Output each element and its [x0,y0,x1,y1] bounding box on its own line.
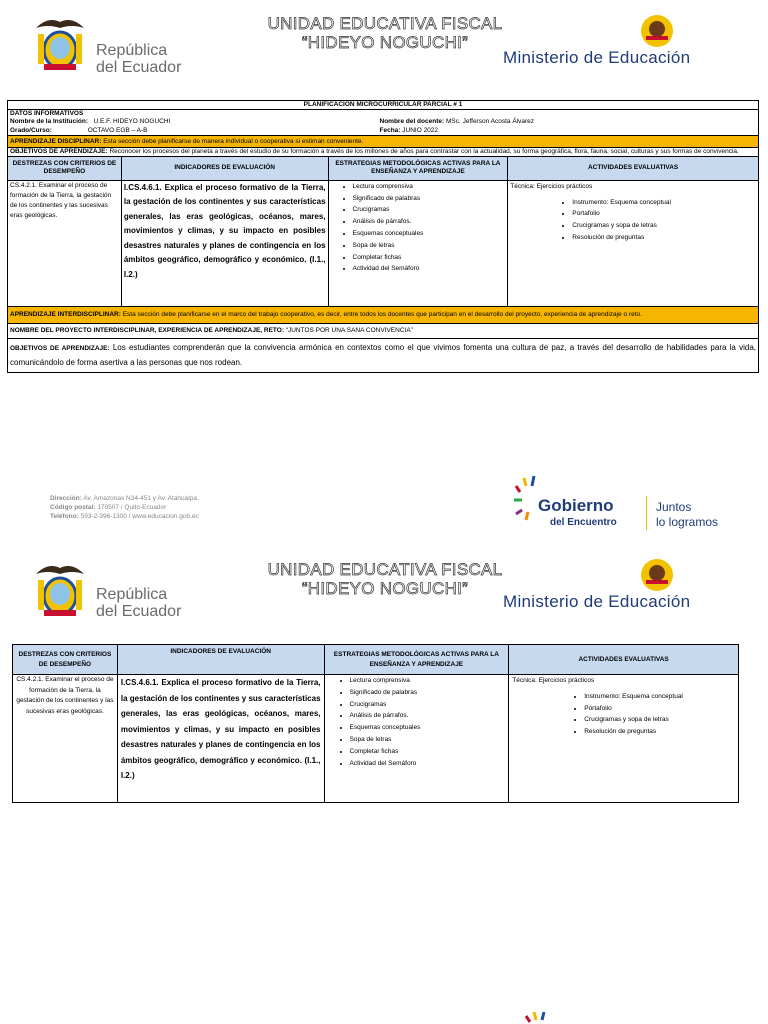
estrategia-item: • Completar fichas [350,746,506,758]
estrategia-item: • Lectura comprensiva [350,675,506,687]
estrategia-item: • Crucigramas [353,204,506,216]
ministry-badge-icon [640,14,674,48]
ministry-badge-icon [640,558,674,592]
actividades-cell: Técnica: Ejercicios prácticos • Instrumento: Esquema conceptual • Portafolio • Crucigramas y sopa de letras • Resolución de preguntas [508,180,759,306]
planning-table-2 [12,644,739,803]
school-name: UNIDAD EDUCATIVA FISCAL “HIDEYO NOGUCHI” [267,560,503,598]
col-estrategias: ESTRATEGIAS METODOLÓGICAS ACTIVAS PARA LA ENSEÑANZA Y APRENDIZAJE [328,156,508,180]
estrategia-item: • Lectura comprensiva [353,181,506,193]
page-header [0,12,768,92]
aprendizaje-interdisciplinar: APRENDIZAJE INTERDISCIPLINAR: Esta sección debe planificarse en el marco del trabajo cooperativo, es decir, entre todos los docentes que participan en el desarrollo del proyecto, experiencia de aprendizaje o reto. [8,306,759,323]
estrategia-item: • Sopa de letras [353,240,506,252]
actividad-item: • Crucigramas y sopa de letras [584,714,735,726]
estrategia-item: • Esquemas conceptuales [353,228,506,240]
col-actividades: ACTIVIDADES EVALUATIVAS [508,156,759,180]
contact-info: Dirección: Av. Amazonas N34-451 y Av. Atahualpa. Código postal: 170507 / Quito-Ecuador Teléfono: 593-2-396-1300 / www.educacion.gob.ec [50,495,199,520]
estrategia-item: • Crucigramas [350,699,506,711]
col-actividades: ACTIVIDADES EVALUATIVAS [509,645,739,675]
estrategia-item: • Significado de palabras [353,193,506,205]
actividad-item: • Resolución de preguntas [584,726,735,738]
actividad-item: • Crucigramas y sopa de letras [572,220,756,232]
estrategia-item: • Completar fichas [353,252,506,264]
destreza-cell: CS.4.2.1. Examinar el proceso de formación de la Tierra, la gestación de los continentes y las sucesivas eras geológicas. [8,180,122,306]
ecuador-coat-of-arms-icon [32,560,88,620]
estrategia-item: • Actividad del Semáforo [353,263,506,275]
indicador-cell: I.CS.4.6.1. Explica el proceso formativo de la Tierra, la gestación de los continentes y sus características generales, las eras geológicas, océanos, mares, movimientos y climas, y su impacto en posibles desastres naturales y planes de contingencia en los ámbitos geográfico, demográfico y económico. (I.1., I.2.) [117,675,324,803]
col-estrategias: ESTRATEGIAS METODOLÓGICAS ACTIVAS PARA LA ENSEÑANZA Y APRENDIZAJE [324,645,509,675]
page-header-2 [0,556,768,636]
aprendizaje-disciplinar: APRENDIZAJE DISCIPLINAR: Esta sección debe planificarse de manera individual o cooperativa si estiman conveniente. [8,135,759,147]
estrategia-item: • Significado de palabras [350,687,506,699]
estrategia-item: • Sopa de letras [350,734,506,746]
actividad-item: • Resolución de preguntas [572,232,756,244]
proyecto-nombre: NOMBRE DEL PROYECTO INTERDISCIPLINAR, EXPERIENCIA DE APRENDIZAJE, RETO: “JUNTOS POR UNA SANA CONVIVENCIA” [8,323,759,338]
actividad-item: • Instrumento: Esquema conceptual [572,197,756,209]
plan-title: PLANIFICACIÓN MICROCURRICULAR PARCIAL # 1 [8,101,759,110]
school-name: UNIDAD EDUCATIVA FISCAL “HIDEYO NOGUCHI” [267,14,503,52]
ecuador-coat-of-arms-icon [32,14,88,74]
estrategia-item: • Análisis de párrafos. [350,710,506,722]
ministry-name: Ministerio de Educación [503,592,691,611]
col-destrezas: DESTREZAS CON CRITERIOS DE DESEMPEÑO [13,645,118,675]
objetivos-aprendizaje-2: OBJETIVOS DE APRENDIZAJE: Los estudiantes comprenderán que la convivencia armónica en contextos como el que vivimos fomenta una cultura de paz, a través del desarrollo de habilidades para la vida, comunicándolo de forma asertiva a las personas que nos rodean. [8,338,759,372]
republica-logo-text: República del Ecuador [96,42,182,76]
estrategia-item: • Esquemas conceptuales [350,722,506,734]
sun-rays-icon [522,1012,548,1024]
estrategias-cell [324,675,509,803]
destreza-cell: CS.4.2.1. Examinar el proceso de formación de la Tierra, la gestación de los continentes y las sucesivas eras geológicas. [13,675,118,803]
actividad-item: • Portafolio [572,208,756,220]
estrategia-item: • Actividad del Semáforo [350,758,506,770]
gobierno-logo: Gobierno del Encuentro Juntos lo logramos [512,474,752,534]
actividad-item: • Instrumento: Esquema conceptual [584,691,735,703]
planning-table [7,100,759,373]
republica-logo-text: República del Ecuador [96,586,182,620]
col-destrezas: DESTREZAS CON CRITERIOS DE DESEMPEÑO [8,156,122,180]
objetivos-aprendizaje: OBJETIVOS DE APRENDIZAJE: Reconocer los procesos del planeta a través del estudio de su formación a través de los millones de años para contrastar con la actualidad, su forma geográfica, flora, fauna, social, culturas y sus formas de convivencia. [8,147,759,156]
ministry-name: Ministerio de Educación [503,48,691,67]
estrategias-cell [328,180,508,306]
datos-informativos: DATOS INFORMATIVOS Nombre de la Institución: U.E.F. HIDEYO NOGUCHI Nombre del docente: MSc. Jefferson Acosta Álvarez Grado/Curso: OCTAVO EGB – A-B Fecha: JUNIO 2022 [8,110,759,136]
actividades-cell: Técnica: Ejercicios prácticos • Instrumento: Esquema conceptual • Portafolio • Crucigramas y sopa de letras • Resolución de preguntas [509,675,739,803]
col-indicadores: INDICADORES DE EVALUACIÓN [117,645,324,675]
actividad-item: • Portafolio [584,703,735,715]
col-indicadores: INDICADORES DE EVALUACIÓN [121,156,328,180]
estrategia-item: • Análisis de párrafos. [353,216,506,228]
sun-rays-icon [512,474,538,530]
indicador-cell: I.CS.4.6.1. Explica el proceso formativo de la Tierra, la gestación de los continentes y sus características generales, las eras geológicas, océanos, mares, movimientos y climas, y su impacto en posibles desastres naturales y planes de contingencia en los ámbitos geográfico, demográfico y económico. (I.1., I.2.) [121,180,328,306]
